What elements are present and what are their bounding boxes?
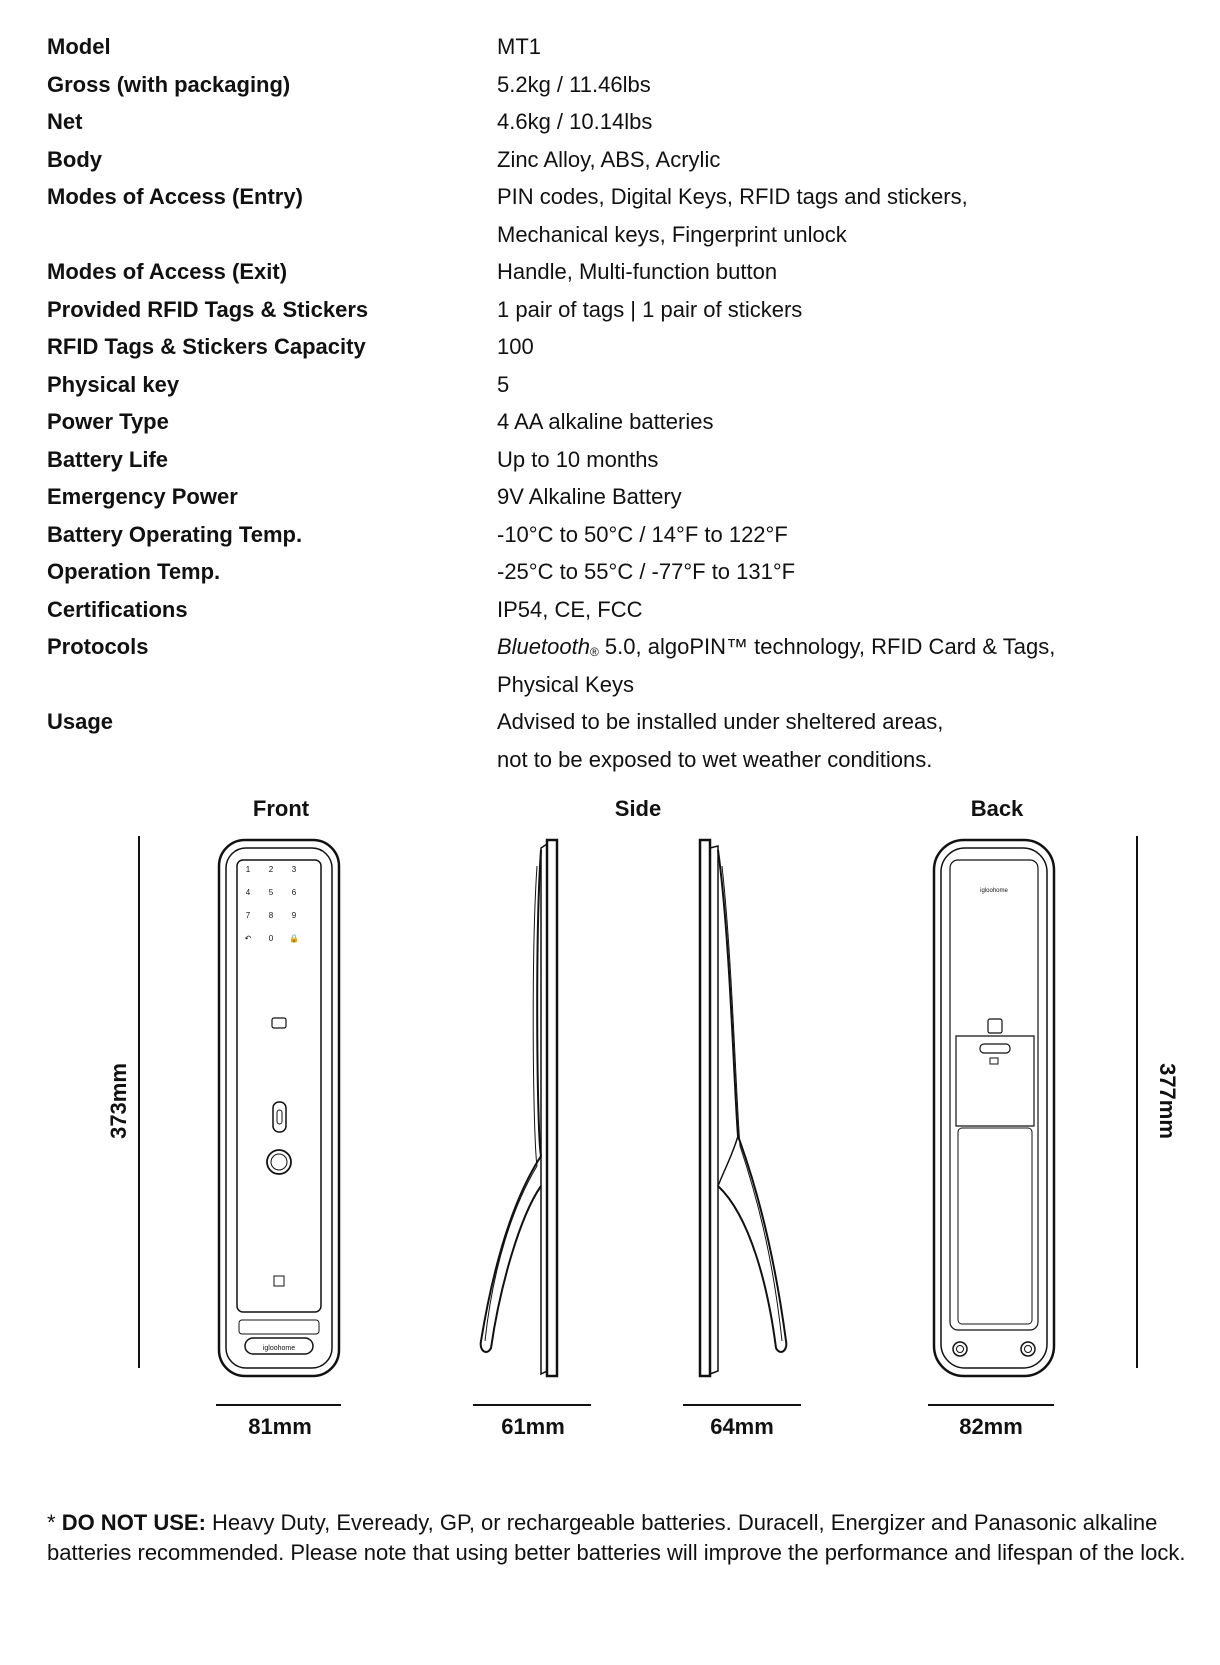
spec-row (47, 178, 1187, 253)
keypad-key: 9 (291, 911, 297, 920)
keypad (245, 865, 299, 943)
spec-label: Usage (47, 709, 114, 734)
spec-label: Certifications (47, 596, 188, 622)
keypad-key: 2 (268, 865, 274, 874)
spec-row (47, 253, 1187, 291)
side-view-a-drawing (475, 836, 585, 1381)
spec-label: Physical key (47, 371, 180, 397)
view-title-side: Side (614, 796, 662, 821)
keypad-key: 6 (291, 888, 297, 897)
spec-label: Model (47, 34, 111, 59)
spec-label: Battery Life (47, 446, 169, 472)
back-height-rule (1136, 836, 1138, 1368)
spec-value: Handle, Multi-function button (497, 259, 778, 284)
spec-value: 4 AA alkaline batteries (497, 409, 714, 434)
keypad-key: 1 (245, 865, 251, 874)
spec-row (47, 291, 1187, 329)
footnote-prefix: * (47, 1510, 62, 1535)
front-height-label: 373mm (105, 1063, 131, 1139)
spec-value: PIN codes, Digital Keys, RFID tags and stickers, Mechanical keys, Fingerprint unlock (497, 184, 968, 247)
spec-row (47, 28, 1187, 66)
view-title-back: Back (970, 796, 1024, 821)
back-height-label: 377mm (1154, 1063, 1180, 1139)
battery-footnote (47, 1508, 1187, 1568)
side-a-width-label: 61mm (501, 1414, 565, 1439)
keypad-key: ↶ (244, 934, 252, 943)
spec-value: Zinc Alloy, ABS, Acrylic (497, 146, 721, 172)
spec-value: IP54, CE, FCC (497, 596, 643, 622)
front-logo-text: igloohome (262, 1345, 296, 1352)
spec-label: Modes of Access (Exit) (47, 259, 288, 284)
spec-row (47, 141, 1187, 179)
spec-row (47, 66, 1187, 104)
spec-value: 5.2kg / 11.46lbs (497, 71, 651, 97)
spec-value: 5 (497, 371, 510, 397)
spec-row (47, 441, 1187, 479)
side-view-b-drawing (690, 836, 800, 1381)
spec-value: 4.6kg / 10.14lbs (497, 109, 653, 134)
spec-value: Advised to be installed under sheltered areas, not to be exposed to wet weather conditions. (497, 709, 944, 772)
front-view-drawing (215, 836, 345, 1381)
footnote-text: Heavy Duty, Eveready, GP, or rechargeable batteries. Duracell, Energizer and Panasonic alkaline batteries recommended. Please note that using better batteries will improve the performance and lifespan of the lock. (47, 1510, 1186, 1565)
back-width-label: 82mm (959, 1414, 1023, 1439)
back-view-drawing (930, 836, 1060, 1381)
spec-row (47, 516, 1187, 554)
view-title-front: Front (252, 796, 310, 821)
spec-label: Operation Temp. (47, 559, 221, 584)
spec-value: 9V Alkaline Battery (497, 484, 682, 509)
keypad-key: 0 (268, 934, 274, 943)
spec-label: Battery Operating Temp. (47, 521, 303, 547)
spec-row (47, 703, 1187, 778)
spec-value: 100 (497, 334, 534, 359)
spec-label: Body (47, 146, 102, 172)
spec-label: Net (47, 109, 83, 134)
keypad-key: 🔒 (289, 934, 299, 943)
side-b-width-rule (683, 1404, 801, 1406)
spec-row (47, 628, 1187, 703)
spec-row (47, 103, 1187, 141)
front-width-rule (216, 1404, 341, 1406)
spec-value: Bluetooth® 5.0, algoPIN™ technology, RFID Card & Tags, Physical Keys (497, 634, 1056, 697)
spec-label: Emergency Power (47, 484, 238, 509)
side-b-width-label: 64mm (710, 1414, 774, 1439)
footnote-warning: DO NOT USE: (61, 1510, 206, 1535)
spec-label: RFID Tags & Stickers Capacity (47, 334, 366, 359)
spec-table (47, 28, 1187, 778)
back-logo-text: igloohome (980, 888, 1008, 894)
spec-row (47, 328, 1187, 366)
keypad-key: 3 (291, 865, 297, 874)
back-width-rule (928, 1404, 1054, 1406)
spec-label: Provided RFID Tags & Stickers (47, 296, 369, 322)
spec-label: Modes of Access (Entry) (47, 184, 303, 209)
spec-value: MT1 (497, 34, 541, 59)
side-a-width-rule (473, 1404, 591, 1406)
spec-label: Power Type (47, 409, 169, 434)
keypad-key: 5 (268, 888, 274, 897)
spec-label: Gross (with packaging) (47, 71, 291, 97)
spec-row (47, 553, 1187, 591)
front-width-label: 81mm (248, 1414, 312, 1439)
spec-row (47, 478, 1187, 516)
keypad-key: 7 (245, 911, 251, 920)
keypad-key: 8 (268, 911, 274, 920)
spec-row (47, 366, 1187, 404)
front-height-rule (138, 836, 140, 1368)
spec-value: 1 pair of tags | 1 pair of stickers (497, 296, 803, 322)
spec-label: Protocols (47, 634, 149, 659)
spec-value: Up to 10 months (497, 446, 659, 472)
spec-row (47, 591, 1187, 629)
keypad-key: 4 (245, 888, 251, 897)
spec-value: -25°C to 55°C / -77°F to 131°F (497, 559, 796, 584)
spec-value: -10°C to 50°C / 14°F to 122°F (497, 521, 788, 547)
spec-row (47, 403, 1187, 441)
